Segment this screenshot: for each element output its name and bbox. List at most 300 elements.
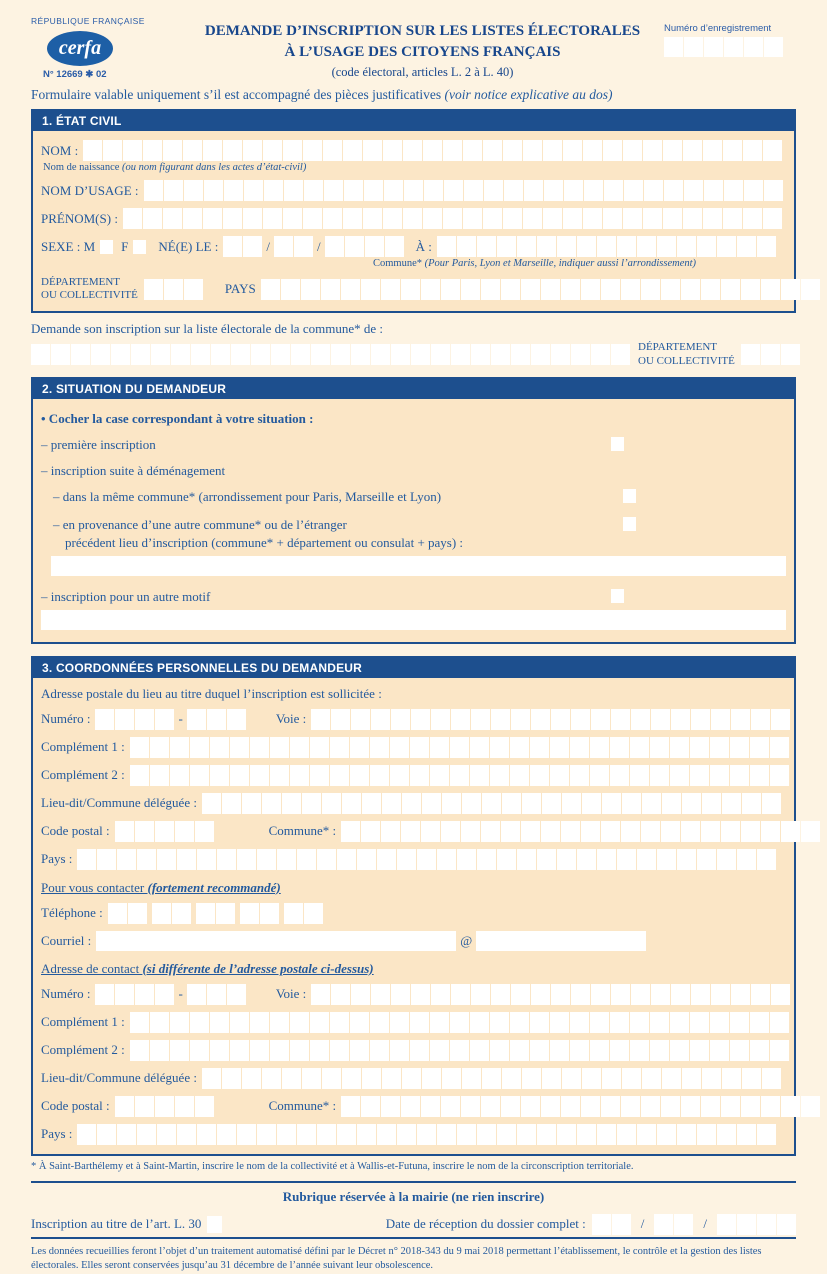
char-box[interactable]: [491, 344, 510, 365]
char-box[interactable]: [744, 37, 763, 57]
char-box[interactable]: [610, 1012, 629, 1033]
char-box[interactable]: [603, 140, 622, 161]
char-box[interactable]: [397, 849, 416, 870]
char-box[interactable]: [365, 236, 384, 257]
char-box[interactable]: [531, 709, 550, 730]
char-box[interactable]: [250, 1012, 269, 1033]
char-box[interactable]: [303, 208, 322, 229]
char-box[interactable]: [592, 1214, 611, 1235]
char-box[interactable]: [710, 765, 729, 786]
char-box[interactable]: [290, 1040, 309, 1061]
char-box[interactable]: [457, 849, 476, 870]
checkbox-premiere-inscription[interactable]: [611, 437, 624, 451]
char-box[interactable]: [770, 1012, 789, 1033]
char-box[interactable]: [371, 344, 390, 365]
char-box[interactable]: [501, 821, 520, 842]
char-box[interactable]: [557, 849, 576, 870]
char-box[interactable]: [541, 821, 560, 842]
char-box[interactable]: [737, 849, 756, 870]
char-box[interactable]: [310, 737, 329, 758]
char-box[interactable]: [581, 821, 600, 842]
char-box[interactable]: [184, 279, 203, 300]
char-box[interactable]: [724, 180, 743, 201]
char-box[interactable]: [642, 793, 661, 814]
char-box[interactable]: [422, 793, 441, 814]
char-box[interactable]: [175, 1096, 194, 1117]
char-box[interactable]: [230, 737, 249, 758]
char-box[interactable]: [190, 1040, 209, 1061]
char-box[interactable]: [351, 984, 370, 1005]
char-box[interactable]: [242, 1068, 261, 1089]
char-box[interactable]: [163, 140, 182, 161]
char-box[interactable]: [370, 1012, 389, 1033]
char-box[interactable]: [350, 1040, 369, 1061]
char-box[interactable]: [530, 765, 549, 786]
char-box[interactable]: [711, 984, 730, 1005]
char-box[interactable]: [304, 903, 323, 924]
char-box[interactable]: [195, 1096, 214, 1117]
char-box[interactable]: [597, 1124, 616, 1145]
char-box[interactable]: [297, 849, 316, 870]
char-box[interactable]: [764, 180, 783, 201]
char-box[interactable]: [590, 737, 609, 758]
char-box[interactable]: [697, 236, 716, 257]
char-box[interactable]: [563, 140, 582, 161]
char-box[interactable]: [571, 709, 590, 730]
char-box[interactable]: [137, 849, 156, 870]
char-box[interactable]: [490, 1040, 509, 1061]
char-box[interactable]: [263, 140, 282, 161]
char-box[interactable]: [361, 279, 380, 300]
char-box[interactable]: [701, 821, 720, 842]
char-box[interactable]: [664, 37, 683, 57]
char-box[interactable]: [731, 984, 750, 1005]
char-box[interactable]: [411, 984, 430, 1005]
char-box[interactable]: [321, 279, 340, 300]
char-box[interactable]: [764, 37, 783, 57]
char-box[interactable]: [543, 208, 562, 229]
char-box[interactable]: [302, 1068, 321, 1089]
char-box[interactable]: [731, 709, 750, 730]
char-box[interactable]: [240, 903, 259, 924]
char-box[interactable]: [523, 140, 542, 161]
char-box[interactable]: [381, 279, 400, 300]
char-box[interactable]: [681, 821, 700, 842]
char-box[interactable]: [722, 1068, 741, 1089]
char-box[interactable]: [621, 821, 640, 842]
char-box[interactable]: [737, 1214, 756, 1235]
char-box[interactable]: [477, 1124, 496, 1145]
char-box[interactable]: [423, 140, 442, 161]
char-box[interactable]: [542, 1068, 561, 1089]
char-box[interactable]: [277, 1124, 296, 1145]
checkbox-l30[interactable]: [207, 1216, 222, 1233]
char-box[interactable]: [550, 737, 569, 758]
char-box[interactable]: [722, 793, 741, 814]
char-box[interactable]: [551, 344, 570, 365]
char-box[interactable]: [402, 793, 421, 814]
char-box[interactable]: [190, 737, 209, 758]
char-box[interactable]: [155, 821, 174, 842]
char-box[interactable]: [170, 737, 189, 758]
char-box[interactable]: [411, 709, 430, 730]
char-box[interactable]: [703, 140, 722, 161]
char-box[interactable]: [471, 984, 490, 1005]
char-box[interactable]: [691, 984, 710, 1005]
char-box[interactable]: [517, 849, 536, 870]
char-box[interactable]: [484, 180, 503, 201]
char-box[interactable]: [763, 208, 782, 229]
char-box[interactable]: [430, 1012, 449, 1033]
char-box[interactable]: [437, 849, 456, 870]
char-box[interactable]: [343, 140, 362, 161]
char-box[interactable]: [330, 1012, 349, 1033]
char-box[interactable]: [310, 1040, 329, 1061]
char-box[interactable]: [510, 1012, 529, 1033]
char-box[interactable]: [270, 1040, 289, 1061]
char-box[interactable]: [431, 709, 450, 730]
char-box[interactable]: [283, 140, 302, 161]
char-box[interactable]: [671, 984, 690, 1005]
char-box[interactable]: [611, 344, 630, 365]
char-box[interactable]: [530, 737, 549, 758]
char-box[interactable]: [771, 709, 790, 730]
char-box[interactable]: [304, 180, 323, 201]
char-box[interactable]: [621, 1096, 640, 1117]
char-box[interactable]: [570, 1012, 589, 1033]
char-box[interactable]: [701, 279, 720, 300]
char-box[interactable]: [230, 765, 249, 786]
char-box[interactable]: [730, 1012, 749, 1033]
char-box[interactable]: [31, 344, 50, 365]
char-box[interactable]: [777, 1214, 796, 1235]
char-box[interactable]: [702, 793, 721, 814]
char-box[interactable]: [650, 1040, 669, 1061]
char-box[interactable]: [602, 793, 621, 814]
char-box[interactable]: [401, 821, 420, 842]
char-box[interactable]: [564, 180, 583, 201]
char-box[interactable]: [130, 1040, 149, 1061]
char-box[interactable]: [771, 984, 790, 1005]
char-box[interactable]: [150, 1012, 169, 1033]
char-box[interactable]: [443, 140, 462, 161]
char-box[interactable]: [341, 821, 360, 842]
char-box[interactable]: [401, 279, 420, 300]
char-box[interactable]: [550, 1012, 569, 1033]
char-box[interactable]: [310, 1012, 329, 1033]
char-box[interactable]: [741, 279, 760, 300]
char-box[interactable]: [270, 737, 289, 758]
char-box[interactable]: [183, 208, 202, 229]
char-box[interactable]: [117, 1124, 136, 1145]
char-box[interactable]: [137, 1124, 156, 1145]
char-box[interactable]: [364, 180, 383, 201]
char-box[interactable]: [681, 1096, 700, 1117]
char-box[interactable]: [591, 709, 610, 730]
char-box[interactable]: [223, 236, 242, 257]
char-box[interactable]: [677, 236, 696, 257]
char-box[interactable]: [661, 279, 680, 300]
char-box[interactable]: [383, 208, 402, 229]
char-box[interactable]: [730, 765, 749, 786]
char-box[interactable]: [502, 1068, 521, 1089]
char-box[interactable]: [422, 1068, 441, 1089]
char-box[interactable]: [463, 140, 482, 161]
char-box[interactable]: [537, 1124, 556, 1145]
char-box[interactable]: [470, 1012, 489, 1033]
char-box[interactable]: [303, 140, 322, 161]
char-box[interactable]: [551, 984, 570, 1005]
char-box[interactable]: [262, 1068, 281, 1089]
autre-motif-input[interactable]: [41, 610, 786, 630]
char-box[interactable]: [557, 236, 576, 257]
char-box[interactable]: [341, 1096, 360, 1117]
char-box[interactable]: [461, 279, 480, 300]
char-box[interactable]: [724, 37, 743, 57]
char-box[interactable]: [541, 279, 560, 300]
char-box[interactable]: [761, 344, 780, 365]
char-box[interactable]: [770, 765, 789, 786]
char-box[interactable]: [95, 709, 114, 730]
char-box[interactable]: [204, 180, 223, 201]
char-box[interactable]: [530, 1012, 549, 1033]
char-box[interactable]: [577, 849, 596, 870]
char-box[interactable]: [97, 1124, 116, 1145]
char-box[interactable]: [477, 849, 496, 870]
char-box[interactable]: [404, 180, 423, 201]
char-box[interactable]: [701, 1096, 720, 1117]
char-box[interactable]: [403, 208, 422, 229]
char-box[interactable]: [115, 984, 134, 1005]
char-box[interactable]: [637, 849, 656, 870]
char-box[interactable]: [390, 1012, 409, 1033]
char-box[interactable]: [761, 821, 780, 842]
char-box[interactable]: [682, 793, 701, 814]
char-box[interactable]: [227, 984, 246, 1005]
char-box[interactable]: [601, 279, 620, 300]
char-box[interactable]: [497, 849, 516, 870]
char-box[interactable]: [441, 821, 460, 842]
char-box[interactable]: [195, 821, 214, 842]
char-box[interactable]: [557, 1124, 576, 1145]
char-box[interactable]: [523, 208, 542, 229]
char-box[interactable]: [244, 180, 263, 201]
char-box[interactable]: [602, 1068, 621, 1089]
char-box[interactable]: [441, 279, 460, 300]
char-box[interactable]: [490, 1012, 509, 1033]
char-box[interactable]: [622, 1068, 641, 1089]
char-box[interactable]: [501, 1096, 520, 1117]
char-box[interactable]: [591, 984, 610, 1005]
char-box[interactable]: [184, 180, 203, 201]
char-box[interactable]: [370, 765, 389, 786]
char-box[interactable]: [397, 1124, 416, 1145]
char-box[interactable]: [661, 821, 680, 842]
char-box[interactable]: [227, 709, 246, 730]
char-box[interactable]: [143, 208, 162, 229]
char-box[interactable]: [464, 180, 483, 201]
char-box[interactable]: [657, 849, 676, 870]
char-box[interactable]: [650, 1012, 669, 1033]
char-box[interactable]: [442, 1068, 461, 1089]
char-box[interactable]: [155, 709, 174, 730]
char-box[interactable]: [697, 1124, 716, 1145]
char-box[interactable]: [262, 793, 281, 814]
char-box[interactable]: [323, 140, 342, 161]
char-box[interactable]: [350, 765, 369, 786]
char-box[interactable]: [330, 737, 349, 758]
char-box[interactable]: [357, 1124, 376, 1145]
char-box[interactable]: [301, 279, 320, 300]
char-box[interactable]: [623, 208, 642, 229]
char-box[interactable]: [583, 208, 602, 229]
char-box[interactable]: [196, 903, 215, 924]
char-box[interactable]: [643, 140, 662, 161]
char-box[interactable]: [742, 793, 761, 814]
char-box[interactable]: [684, 37, 703, 57]
char-box[interactable]: [610, 765, 629, 786]
char-box[interactable]: [170, 765, 189, 786]
char-box[interactable]: [150, 765, 169, 786]
char-box[interactable]: [362, 1068, 381, 1089]
char-box[interactable]: [624, 180, 643, 201]
char-box[interactable]: [230, 1012, 249, 1033]
char-box[interactable]: [641, 279, 660, 300]
char-box[interactable]: [577, 1124, 596, 1145]
char-box[interactable]: [571, 344, 590, 365]
char-box[interactable]: [443, 208, 462, 229]
char-box[interactable]: [737, 1124, 756, 1145]
char-box[interactable]: [83, 140, 102, 161]
char-box[interactable]: [337, 849, 356, 870]
char-box[interactable]: [284, 903, 303, 924]
char-box[interactable]: [170, 1040, 189, 1061]
char-box[interactable]: [762, 793, 781, 814]
char-box[interactable]: [630, 1012, 649, 1033]
char-box[interactable]: [311, 984, 330, 1005]
char-box[interactable]: [163, 208, 182, 229]
char-box[interactable]: [311, 709, 330, 730]
char-box[interactable]: [530, 1040, 549, 1061]
char-box[interactable]: [510, 1040, 529, 1061]
char-box[interactable]: [172, 903, 191, 924]
char-box[interactable]: [325, 236, 344, 257]
char-box[interactable]: [135, 1096, 154, 1117]
char-box[interactable]: [444, 180, 463, 201]
char-box[interactable]: [677, 849, 696, 870]
char-box[interactable]: [411, 344, 430, 365]
char-box[interactable]: [703, 208, 722, 229]
char-box[interactable]: [362, 793, 381, 814]
char-box[interactable]: [391, 984, 410, 1005]
char-box[interactable]: [781, 344, 800, 365]
char-box[interactable]: [130, 737, 149, 758]
char-box[interactable]: [322, 1068, 341, 1089]
checkbox-autre-motif[interactable]: [611, 589, 624, 603]
char-box[interactable]: [662, 793, 681, 814]
char-box[interactable]: [630, 1040, 649, 1061]
char-box[interactable]: [704, 180, 723, 201]
char-box[interactable]: [217, 1124, 236, 1145]
char-box[interactable]: [282, 793, 301, 814]
char-box[interactable]: [390, 765, 409, 786]
char-box[interactable]: [390, 1040, 409, 1061]
char-box[interactable]: [187, 984, 206, 1005]
char-box[interactable]: [437, 236, 456, 257]
char-box[interactable]: [662, 1068, 681, 1089]
char-box[interactable]: [537, 849, 556, 870]
char-box[interactable]: [542, 793, 561, 814]
char-box[interactable]: [345, 236, 364, 257]
char-box[interactable]: [490, 765, 509, 786]
char-box[interactable]: [710, 737, 729, 758]
char-box[interactable]: [190, 1012, 209, 1033]
char-box[interactable]: [622, 793, 641, 814]
char-box[interactable]: [390, 737, 409, 758]
char-box[interactable]: [391, 709, 410, 730]
char-box[interactable]: [317, 849, 336, 870]
char-box[interactable]: [123, 140, 142, 161]
char-box[interactable]: [284, 180, 303, 201]
char-box[interactable]: [297, 1124, 316, 1145]
char-box[interactable]: [663, 208, 682, 229]
char-box[interactable]: [210, 1040, 229, 1061]
char-box[interactable]: [331, 709, 350, 730]
char-box[interactable]: [757, 236, 776, 257]
char-box[interactable]: [690, 1040, 709, 1061]
char-box[interactable]: [115, 821, 134, 842]
char-box[interactable]: [430, 765, 449, 786]
char-box[interactable]: [237, 1124, 256, 1145]
char-box[interactable]: [781, 1096, 800, 1117]
char-box[interactable]: [563, 208, 582, 229]
char-box[interactable]: [470, 737, 489, 758]
char-box[interactable]: [382, 1068, 401, 1089]
char-box[interactable]: [581, 1096, 600, 1117]
char-box[interactable]: [385, 236, 404, 257]
char-box[interactable]: [257, 849, 276, 870]
char-box[interactable]: [723, 208, 742, 229]
char-box[interactable]: [317, 1124, 336, 1145]
char-box[interactable]: [382, 793, 401, 814]
char-box[interactable]: [591, 344, 610, 365]
char-box[interactable]: [343, 208, 362, 229]
checkbox-sexe-m[interactable]: [100, 240, 113, 254]
char-box[interactable]: [117, 849, 136, 870]
char-box[interactable]: [674, 1214, 693, 1235]
char-box[interactable]: [130, 1012, 149, 1033]
char-box[interactable]: [537, 236, 556, 257]
char-box[interactable]: [664, 180, 683, 201]
char-box[interactable]: [601, 1096, 620, 1117]
char-box[interactable]: [521, 1096, 540, 1117]
char-box[interactable]: [128, 903, 147, 924]
char-box[interactable]: [164, 279, 183, 300]
char-box[interactable]: [670, 1012, 689, 1033]
char-box[interactable]: [801, 279, 820, 300]
char-box[interactable]: [677, 1124, 696, 1145]
char-box[interactable]: [115, 1096, 134, 1117]
char-box[interactable]: [762, 1068, 781, 1089]
char-box[interactable]: [562, 793, 581, 814]
char-box[interactable]: [757, 1214, 776, 1235]
char-box[interactable]: [490, 737, 509, 758]
char-box[interactable]: [457, 236, 476, 257]
char-box[interactable]: [222, 793, 241, 814]
char-box[interactable]: [123, 208, 142, 229]
char-box[interactable]: [511, 709, 530, 730]
char-box[interactable]: [584, 180, 603, 201]
